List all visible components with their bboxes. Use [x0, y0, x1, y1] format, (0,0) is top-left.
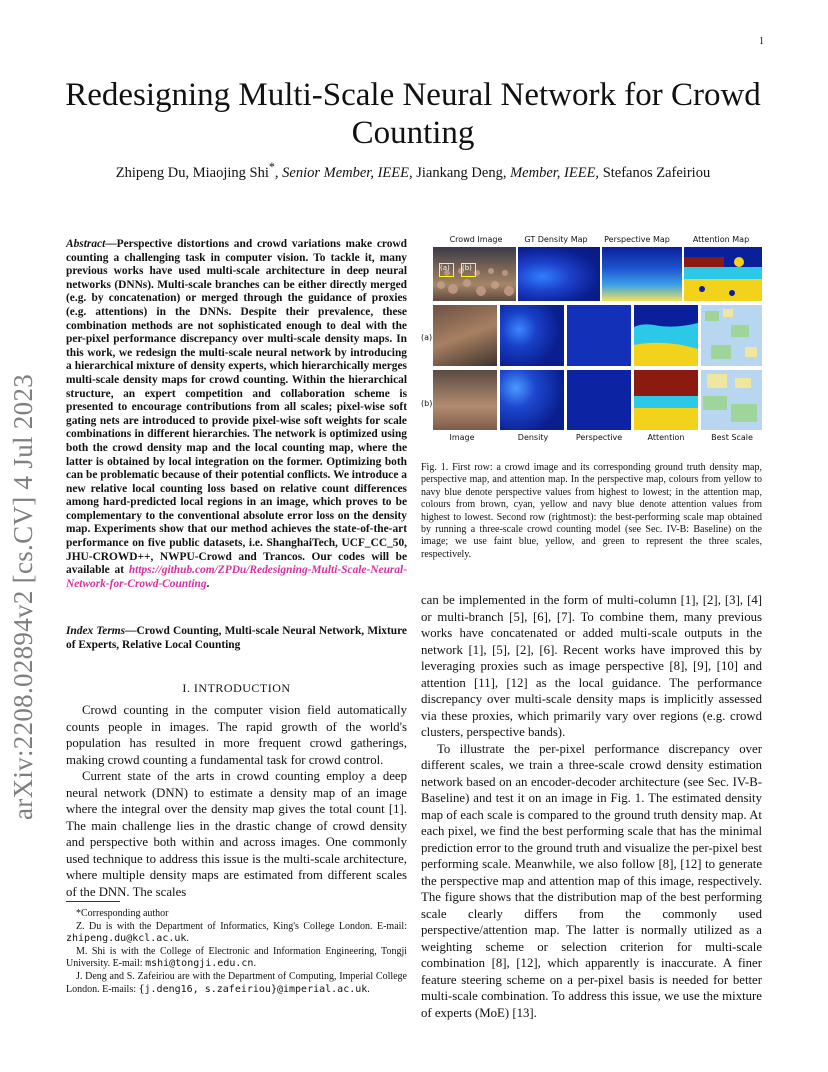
index-terms-lead: Index Terms — [66, 625, 126, 637]
col2-body — [421, 592, 762, 1021]
index-terms-text: —Crowd Counting, Multi-scale Neural Network, Mixture of Experts, Relative Local Counting — [66, 625, 407, 651]
abstract-lead: Abstract — [66, 238, 106, 250]
row-label-a: (a) — [421, 333, 433, 342]
attention-thumbnail — [684, 247, 762, 301]
index-terms — [66, 625, 407, 652]
row-label-b: (b) — [421, 399, 433, 408]
image-crop-a — [433, 305, 497, 366]
author-list: Zhipeng Du, Miaojing Shi*, Senior Member, IEEE, Jiankang Deng, Member, IEEE, Stefanos Zafeiriou — [115, 160, 711, 181]
page-number: 1 — [759, 36, 764, 47]
footnote-shi: M. Shi is with the College of Electronic and Information Engineering, Tongji University. E-mail: mshi@tongji.edu.cn. — [66, 945, 407, 970]
best-scale-crop-a — [701, 305, 762, 366]
density-crop-a — [500, 305, 564, 366]
figure-caption: Fig. 1. First row: a crowd image and its corresponding ground truth density map, perspective map, and attention map. In the perspective map, colours from yellow to navy blue denote perspective values from highest to lowest; in the attention map, colours from brown, cyan, yellow and navy blue denote attention values from highest to lowest. Second row (rightmost): the best-performing scale map obtained by running a three-scale crowd counting model (see Sec. IV-B: Baseline) on the image; we use faint blue, yellow, and green to represent the three scales, respectively. — [421, 462, 762, 560]
footnotes — [66, 908, 407, 996]
paper-title: Redesigning Multi-Scale Neural Network for Crowd Counting — [65, 77, 761, 151]
email-deng-zafeiriou[interactable]: {j.deng16, s.zafeiriou}@imperial.ac.uk — [138, 983, 368, 995]
footnote-rule — [66, 901, 120, 902]
corresponding-mark: * — [268, 160, 275, 174]
attention-crop-a — [634, 305, 698, 366]
perspective-thumbnail — [602, 247, 682, 301]
intro-paragraph-2: Current state of the arts in crowd counting employ a deep neural network (DNN) to estimate a density map of an image where the integral over the density map gives the total count [1]. The main challenge lies in the drastic change of crowd density and perspective both within and across images. One commonly used technique to address this issue is the multi-scale architecture, where multiple density maps are estimated from different scales of the DNN. The scales — [66, 769, 407, 899]
footnote-du: Z. Du is with the Department of Informatics, King's College London. E-mail: zhipeng.du@kcl.ac.uk. — [66, 920, 407, 945]
footnote-deng-text: J. Deng and S. Zafeiriou are with the Department of Computing, Imperial College London. E-mails: — [66, 970, 407, 995]
perspective-crop-a — [567, 305, 631, 366]
footnote-du-text: Z. Du is with the Department of Informatics, King's College London. E-mail: — [76, 920, 407, 932]
fig-label-crowd-image: Crowd Image — [449, 235, 503, 244]
arxiv-stamp: arXiv:2208.02894v2 [cs.CV] 4 Jul 2023 — [8, 373, 38, 820]
footnote-shi-text: M. Shi is with the College of Electronic and Information Engineering, Tongji University. E-mail: — [66, 945, 407, 970]
inset-a: (a) — [439, 263, 454, 277]
email-shi[interactable]: mshi@tongji.edu.cn — [145, 958, 254, 970]
image-crop-b — [433, 370, 497, 430]
fig-bottom-perspective: Perspective — [575, 433, 623, 442]
fig-bottom-best-scale: Best Scale — [711, 433, 753, 442]
perspective-crop-b — [567, 370, 631, 430]
section-title-introduction: I. INTRODUCTION — [182, 681, 291, 695]
fig-bottom-attention: Attention — [647, 433, 685, 442]
author-2: Jiankang Deng, — [416, 164, 507, 181]
intro-body — [66, 702, 407, 900]
abstract-text: —Perspective distortions and crowd variations make crowd counting a challenging task in computer vision. To tackle it, many previous works have used multi-scale architecture in deep neural networks (DNNs). Multi-scale branches can be either directly merged (e.g. by concatenation) or merged through the guidance of proxies (e.g. attentions) in the DNNs. Despite their prevalence, these combination methods are not sophisticated enough to deal with the per-pixel performance discrepancy over multi-scale density maps. In this work, we redesign the multi-scale neural network by introducing a hierarchical mixture of density experts, which hierarchically merges multi-scale density maps for crowd counting. Within the hierarchical structure, an expert competition and collaboration scheme is presented to encourage contributions from all scales; pixel-wise soft gating nets are introduced to provide pixel-wise soft weights for scale combinations in different hierarchies. The network is optimized using both the crowd density map and the local counting map, where the latter is obtained by local integration on the former. Optimizing both can be problematic because of their potential conflicts. We introduce a new relative local counting loss based on relative count differences among hard-predicted local regions in an image, which proves to be complementary to the conventional absolute error loss on the density map. Experiments show that our method achieves the state-of-the-art performance on five public datasets, i.e. ShanghaiTech, UCF_CC_50, JHU-CROWD++, NWPU-Crowd and Trancos. Our codes will be available at — [66, 238, 407, 577]
author-2-role: Member, IEEE, — [510, 164, 600, 181]
abstract — [66, 238, 407, 591]
inset-b: (b) — [461, 263, 476, 277]
col2-paragraph-2: To illustrate the per-pixel performance discrepancy over different scales, we train a three-scale crowd density estimation network based on an encoder-decoder architecture (see Sec. IV-B-Baseline) and test it on an image in Fig. 1. The estimated density map of each scale is compared to the ground truth density map. At each pixel, we find the best performing scale that has the minimal prediction error to the ground truth and visualize the per-pixel best performing scale. Meanwhile, we also follow [8], [12] to generate the perspective map and attention map of this image, respectively. The figure shows that the distribution map of the best performing scale clearly differs from the commonly used perspective/attention map. The latter is normally utilized as a weighting scheme or selection criterion for multi-scale combination [8], [12], which apparently is inaccurate. A finer feature steering scheme on a per-pixel basis is needed for better multi-scale combination. To address this issue, we use the mixture of experts (MoE) [13]. — [421, 741, 762, 1020]
footnote-deng-zafeiriou: J. Deng and S. Zafeiriou are with the Department of Computing, Imperial College London. E-mails: {j.deng16, s.zafeiriou}@imperial.ac.uk. — [66, 970, 407, 995]
crowd-image-thumbnail — [433, 247, 516, 301]
fig-label-perspective: Perspective Map — [604, 235, 670, 244]
code-link[interactable]: https://github.com/ZPDu/Redesigning-Multi-Scale-Neural-Network-for-Crowd-Counting — [66, 564, 407, 590]
gt-density-thumbnail — [518, 247, 600, 301]
figure-1 — [421, 233, 762, 448]
author-3: Stefanos Zafeiriou — [602, 164, 711, 181]
col2-paragraph-1: can be implemented in the form of multi-column [1], [2], [3], [4] or multi-branch [5], [6], [7]. To combine them, many previous works have concatenated or added multi-scale outputs in the network [1], [5], [2], [6]. Recent works have improved this by leveraging proxies such as image perspective [8], [9], [10] and attention [11], [12] as the local guidance. The performance discrepancy over multi-scale density maps is implicitly assessed via these proxies, which primarily vary over regions (e.g. crowd clusters, perspective bands). — [421, 593, 762, 739]
density-crop-b — [500, 370, 564, 430]
email-du[interactable]: zhipeng.du@kcl.ac.uk — [66, 933, 187, 945]
fig-bottom-image: Image — [449, 433, 475, 442]
abstract-end: . — [206, 577, 210, 590]
intro-paragraph-1: Crowd counting in the computer vision field automatically counts people in images. The rapid growth of the world's population has resulted in more frequent crowd gatherings, making crowd counting a fundamental task for crowd control. — [66, 703, 407, 767]
fig-label-gt-density: GT Density Map — [524, 235, 588, 244]
fig-bottom-density: Density — [517, 433, 549, 442]
author-1-role: Senior Member, IEEE, — [282, 164, 413, 181]
footnote-corresponding: *Corresponding author — [76, 908, 169, 919]
author-1: Zhipeng Du, Miaojing Shi — [115, 164, 269, 181]
fig-label-attention: Attention Map — [692, 235, 750, 244]
best-scale-crop-b — [701, 370, 762, 430]
attention-crop-b — [634, 370, 698, 430]
